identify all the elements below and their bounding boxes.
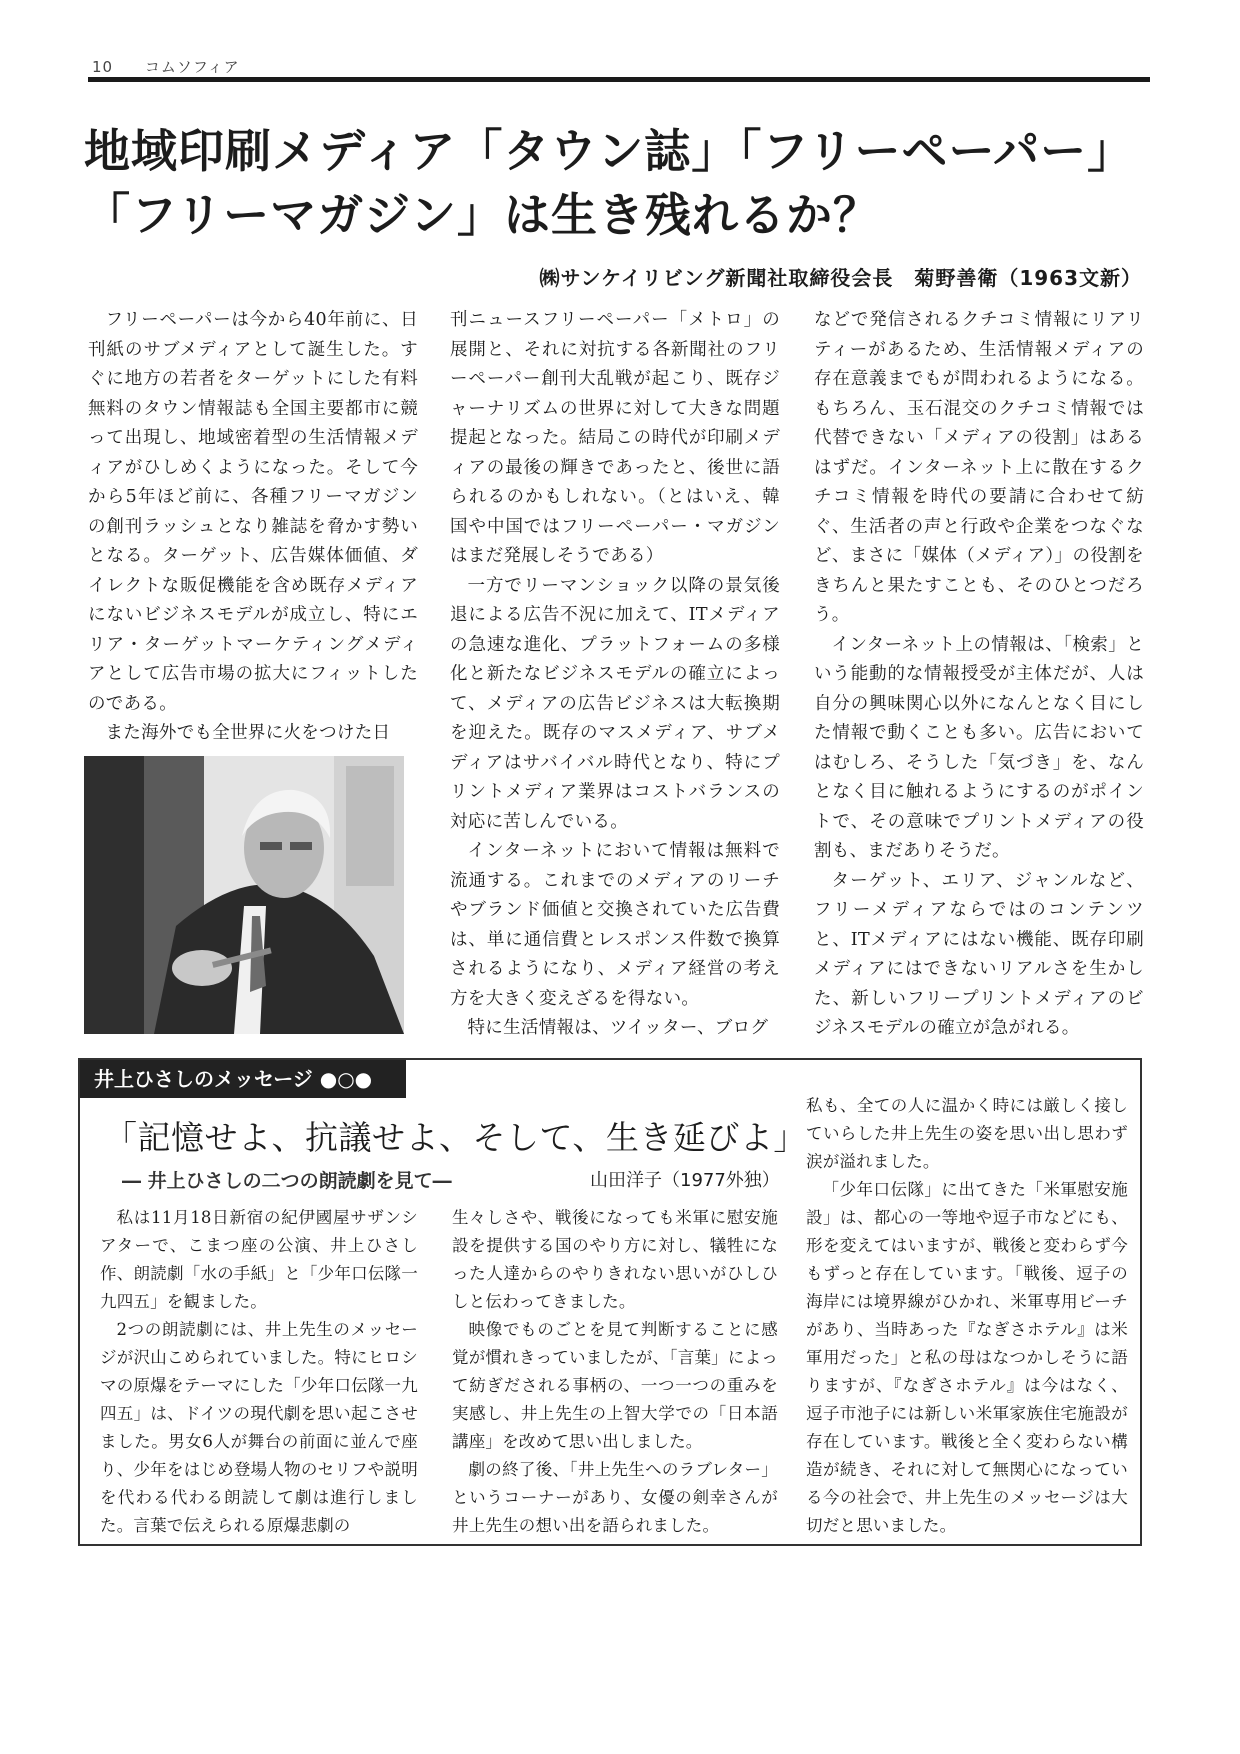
message-column-1: [100, 1204, 418, 1540]
message-title: 「記憶せよ、抗議せよ、そして、生き延びよ」: [104, 1118, 807, 1157]
paragraph: インターネット上の情報は、「検索」という能動的な情報授受が主体だが、人は自分の興味関心以外になんとなく目にした情報で動くことも多い。広告においてはむしろ、そうした「気づき」を、なんとなく目に触れるようにするのがポイントで、その意味でプリントメディアの役割も、まだありそうだ。: [814, 634, 1144, 861]
header-rule: [88, 77, 1150, 82]
message-column-3: [806, 1092, 1128, 1540]
article-title-line2: 「フリーマガジン」は生き残れるか？: [84, 188, 881, 242]
paragraph: 生々しさや、戦後になっても米軍に慰安施設を提供する国のやり方に対し、犠牲になった人達からのやりきれない思いがひしひしと伝わってきました。: [452, 1208, 778, 1311]
paragraph: 私も、全ての人に温かく時には厳しく接していらした井上先生の姿を思い出し思わず涙が溢れました。: [806, 1096, 1128, 1171]
paragraph: 私は11月18日新宿の紀伊國屋サザンシアターで、こまつ座の公演、井上ひさし作、朗読劇「水の手紙」と「少年口伝隊一九四五」を観ました。: [100, 1208, 418, 1311]
paragraph: 特に生活情報は、ツイッター、ブログ: [467, 1018, 769, 1038]
article-column-2: [450, 306, 780, 1044]
paragraph: 劇の終了後、「井上先生へのラブレター」というコーナーがあり、女優の剣幸さんが井上先生の想い出を語られました。: [452, 1460, 778, 1535]
paragraph: 「少年口伝隊」に出てきた「米軍慰安施設」は、都心の一等地や逗子市などにも、形を変えてはいますが、戦後と変わらず今もずっと存在しています。「戦後、逗子の海岸には境界線がひかれ、米軍専用ビーチがあり、当時あった『なぎさホテル』は米軍用だった」と私の母はなつかしそうに語りますが、『なぎさホテル』は今はなく、逗子市池子には新しい米軍家族住宅施設が存在しています。戦後と全く変わらない構造が続き、それに対して無関心になっている今の社会で、井上先生のメッセージは大切だと思いました。: [806, 1180, 1128, 1535]
message-author: 山田洋子（1977外独）: [590, 1170, 780, 1191]
message-column-2: [452, 1204, 778, 1540]
paragraph: 一方でリーマンショック以降の景気後退による広告不況に加えて、ITメディアの急速な進化、プラットフォームの多様化と新たなビジネスモデルの確立によって、メディアの広告ビジネスは大転換期を迎えた。既存のマスメディア、サブメディアはサバイバル時代となり、特にプリントメディア業界はコストバランスの対応に苦しんでいる。: [450, 575, 780, 832]
article-title-line1: 地域印刷メディア「タウン誌」「フリーペーパー」: [84, 124, 1135, 178]
paragraph: 刊ニュースフリーペーパー「メトロ」の展開と、それに対抗する各新聞社のフリーペーパー創刊大乱戦が起こり、既存ジャーナリズムの世界に対して大きな問題提起となった。結局この時代が印刷メディアの最後の輝きであったと、後世に語られるのかもしれない。（とはいえ、韓国や中国ではフリーペーパー・マガジンはまだ発展しそうである）: [450, 310, 780, 566]
running-header: [92, 56, 240, 77]
paragraph: 映像でものごとを見て判断することに感覚が慣れきっていましたが、「言葉」によって紡ぎだされる事柄の、一つ一つの重みを実感し、井上先生の上智大学での「日本語講座」を改めて思い出しました。: [452, 1320, 778, 1451]
publication-name: コムソフィア: [144, 58, 240, 76]
paragraph: 2つの朗読劇には、井上先生のメッセージが沢山こめられていました。特にヒロシマの原爆をテーマにした「少年口伝隊一九四五」は、ドイツの現代劇を思い起こさせました。男女6人が舞台の前面に並んで座り、少年をはじめ登場人物のセリフや説明を代わる代わる朗読して劇は進行しました。言葉で伝えられる原爆悲劇の: [100, 1320, 418, 1535]
message-box-label: 井上ひさしのメッセージ ●○●: [80, 1060, 406, 1098]
paragraph: インターネットにおいて情報は無料で流通する。これまでのメディアのリーチやブランド価値と交換されていた広告費は、単に通信費とレスポンス件数で換算されるようになり、メディア経営の考え方を大きく変えざるを得ない。: [450, 841, 780, 1009]
article-column-1: [88, 306, 418, 749]
paragraph: また海外でも全世界に火をつけた日: [105, 723, 391, 743]
portrait-image: [84, 756, 404, 1034]
message-subtitle: ― 井上ひさしの二つの朗読劇を見て―: [122, 1170, 452, 1192]
paragraph: などで発信されるクチコミ情報にリアリティーがあるため、生活情報メディアの存在意義までもが問われるようになる。もちろん、玉石混交のクチコミ情報では代替できない「メディアの役割」はあるはずだ。インターネット上に散在するクチコミ情報を時代の要請に合わせて紡ぐ、生活者の声と行政や企業をつなぐなど、まさに「媒体（メディア）」の役割をきちんと果たすことも、そのひとつだろう。: [814, 310, 1144, 625]
author-photo: [84, 756, 404, 1034]
paragraph: ターゲット、エリア、ジャンルなど、フリーメディアならではのコンテンツと、ITメディアにはない機能、既存印刷メディアにはできないリアルさを生かした、新しいフリープリントメディアのビジネスモデルの確立が急がれる。: [814, 870, 1144, 1038]
article-column-3: [814, 306, 1144, 1044]
page-number: 10: [92, 58, 114, 76]
article-byline: ㈱サンケイリビング新聞社取締役会長 菊野善衛（1963文新）: [539, 266, 1142, 290]
paragraph: フリーペーパーは今から40年前に、日刊紙のサブメディアとして誕生した。すぐに地方の若者をターゲットにした有料無料のタウン情報誌も全国主要都市に競って出現し、地域密着型の生活情報メディアがひしめくようになった。そして今から5年ほど前に、各種フリーマガジンの創刊ラッシュとなり雑誌を脅かす勢いとなる。ターゲット、広告媒体価値、ダイレクトな販促機能を含め既存メディアにないビジネスモデルが成立し、特にエリア・ターゲットマーケティングメディアとして広告市場の拡大にフィットしたのである。: [88, 310, 418, 714]
